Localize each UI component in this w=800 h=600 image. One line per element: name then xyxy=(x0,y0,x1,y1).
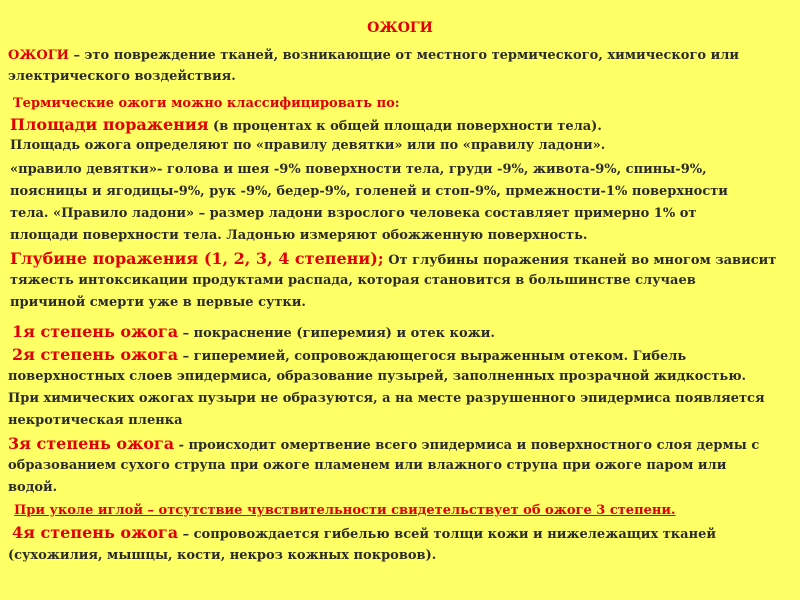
degree-1-label: 1я степень ожога xyxy=(12,322,179,341)
area-line-1: Площадь ожога определяют по «правилу девятки» или по «правилу ладони». xyxy=(10,138,606,153)
area-heading-rest: (в процентах к общей площади поверхности тела). xyxy=(208,119,602,134)
depth-line-3: причиной смерти уже в первые сутки. xyxy=(10,295,306,310)
definition-line-2: электрического воздействия. xyxy=(8,69,236,84)
area-line-2: «правило девятки»- голова и шея -9% поверхности тела, груди -9%, живота-9%, спины-9%, xyxy=(10,162,707,177)
degree-3-line-1 xyxy=(8,434,800,455)
degree-2-line-1-rest: – гиперемией, сопровождающегося выраженным отеком. Гибель xyxy=(178,349,687,364)
degree-3-line-2: образованием сухого струпа при ожоге пламенем или влажного струпа при ожоге паром или xyxy=(8,458,727,473)
degree-3-line-3: водой. xyxy=(8,480,58,495)
area-line-3: поясницы и ягодицы-9%, рук -9%, бедер-9%, голеней и стоп-9%, прмежности-1% поверхности xyxy=(10,184,728,199)
classify-heading: Термические ожоги можно классифицировать по: xyxy=(13,96,400,111)
degree-1-text: – покраснение (гиперемия) и отек кожи. xyxy=(178,326,495,341)
degree-4-line-2: (сухожилия, мышцы, кости, некроз кожных покровов). xyxy=(8,548,437,563)
depth-line-2: тяжесть интоксикации продуктами распада, которая становится в большинстве случаев xyxy=(10,273,696,288)
depth-heading: Глубине поражения (1, 2, 3, 4 степени); xyxy=(10,249,384,268)
degree-4-label: 4я степень ожога xyxy=(12,523,179,542)
degree-2-line-4: некротическая пленка xyxy=(8,413,183,428)
degree-4-line-1-rest: – сопровождается гибелью всей толщи кожи и нижележащих тканей xyxy=(178,527,717,542)
degree-3-label: 3я степень ожога xyxy=(8,434,175,453)
slide-title: ОЖОГИ xyxy=(367,20,433,36)
definition-term: ОЖОГИ xyxy=(8,48,69,63)
degree-3-line-1-rest: - происходит омертвение всего эпидермиса и поверхностного слоя дермы с xyxy=(174,438,760,453)
degree-2-line-2: поверхностных слоев эпидермиса, образование пузырей, заполненных прозрачной жидкостью. xyxy=(8,369,747,384)
degree-2-label: 2я степень ожога xyxy=(12,345,179,364)
degree-1-line xyxy=(12,322,800,343)
area-line-4: тела. «Правило ладони» – размер ладони взрослого человека составляет примерно 1% от xyxy=(10,206,697,221)
area-heading-line xyxy=(10,115,800,136)
degree-4-line-1 xyxy=(12,523,800,544)
area-heading: Площади поражения xyxy=(10,115,209,134)
depth-line-1-rest: От глубины поражения тканей во многом зависит xyxy=(383,253,777,268)
needle-test-note: При уколе иглой – отсутствие чувствительности свидетельствует об ожоге 3 степени. xyxy=(14,503,676,518)
degree-2-line-1 xyxy=(12,345,800,366)
degree-2-line-3: При химических ожогах пузыри не образуются, а на месте разрушенного эпидермиса появляется xyxy=(8,391,765,406)
definition-text-1: – это повреждение тканей, возникающие от местного термического, химического или xyxy=(68,48,740,63)
depth-line-1 xyxy=(10,249,800,270)
definition-line-1 xyxy=(8,46,800,65)
area-line-5: площади поверхности тела. Ладонью измеряют обожженную поверхность. xyxy=(10,228,588,243)
